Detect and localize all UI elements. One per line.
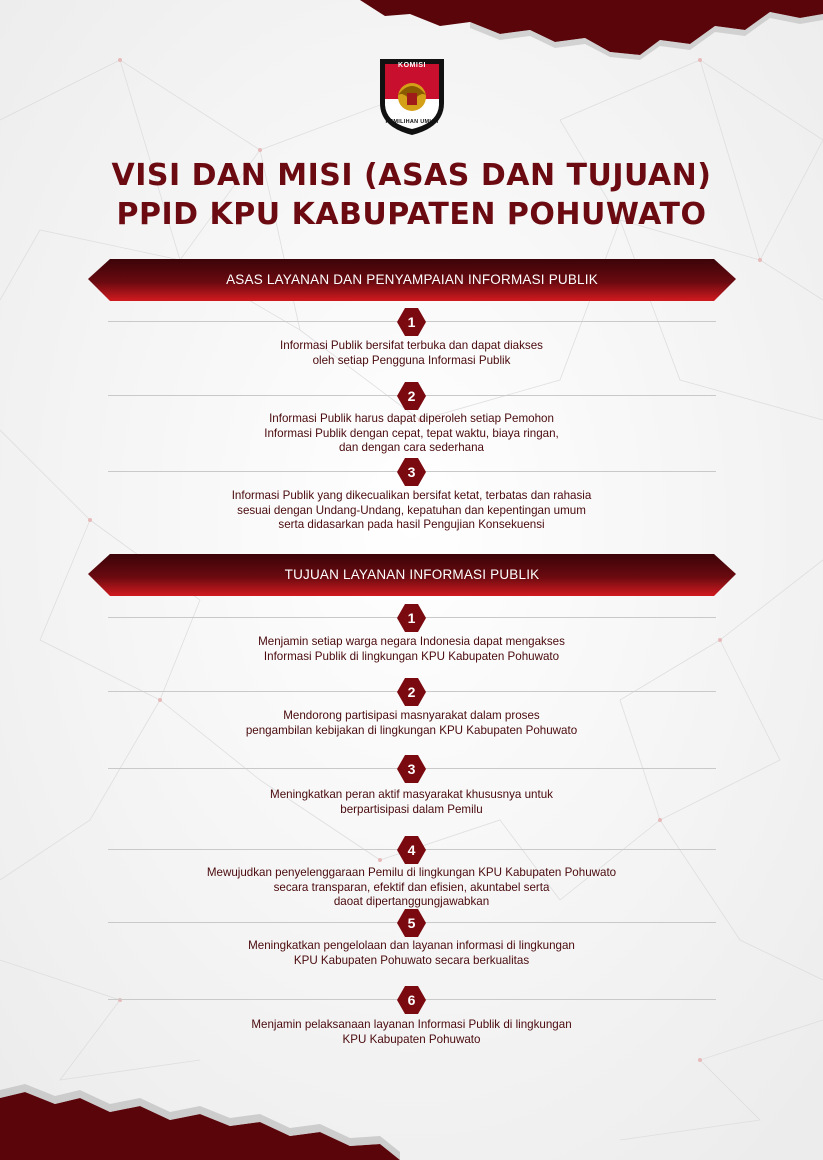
number-badge [397,755,426,783]
item-line: Informasi Publik bersifat terbuka dan dapat diakses [280,339,543,352]
list-item [110,339,713,368]
page-title-line2: PPID KPU KABUPATEN POHUWATO [116,197,707,232]
logo-top-text: KOMISI [398,62,426,69]
number-badge [397,678,426,706]
item-line: sesuai dengan Undang-Undang, kepatuhan dan kepentingan umum [237,503,586,517]
item-line: Meningkatkan peran aktif masyarakat khususnya untuk [270,788,553,801]
number-badge [397,458,426,486]
number-label: 1 [407,314,416,330]
number-badge [397,909,426,937]
number-label: 6 [407,992,416,1008]
number-label: 5 [407,915,416,931]
logo-bottom-text: PEMILIHAN UMUM [385,119,439,125]
item-line: Menjamin pelaksanaan layanan Informasi Publik di lingkungan [251,1018,572,1031]
number-badge [397,986,426,1014]
item-line: berpartisipasi dalam Pemilu [340,802,483,816]
item-line: KPU Kabupaten Pohuwato [342,1032,481,1046]
item-line: serta didasarkan pada hasil Pengujian Konsekuensi [278,518,545,532]
list-item [110,788,713,817]
number-label: 2 [407,388,416,404]
number-label: 2 [407,684,416,700]
list-item [110,709,713,738]
item-line: Menjamin setiap warga negara Indonesia dapat mengakses [258,635,565,648]
item-line: Informasi Publik dengan cepat, tepat waktu, biaya ringan, [264,426,559,440]
kpu-logo [376,55,448,137]
item-line: KPU Kabupaten Pohuwato secara berkualitas [293,953,530,967]
number-badge [397,836,426,864]
number-label: 4 [407,842,416,858]
number-badge [397,382,426,410]
list-item [110,489,713,533]
item-line: Informasi Publik di lingkungan KPU Kabupaten Pohuwato [263,649,560,663]
list-item [110,1018,713,1047]
section-heading-tujuan: TUJUAN LAYANAN INFORMASI PUBLIK [284,567,540,582]
number-label: 3 [407,761,416,777]
item-line: Informasi Publik yang dikecualikan bersifat ketat, terbatas dan rahasia [231,489,592,502]
list-item [110,412,713,456]
number-badge [397,308,426,336]
item-line: secara transparan, efektif dan efisien, akuntabel serta [273,880,550,894]
item-line: daoat dipertanggungjawabkan [333,895,490,909]
list-item [110,635,713,664]
section-banner-tujuan [88,554,736,596]
section-banner-asas [88,259,736,301]
item-line: pengambilan kebijakan di lingkungan KPU Kabupaten Pohuwato [245,723,578,737]
page-title-line1: VISI DAN MISI (ASAS DAN TUJUAN) [111,158,712,193]
item-line: oleh setiap Pengguna Informasi Publik [312,353,511,367]
item-line: Informasi Publik harus dapat diperoleh setiap Pemohon [269,412,554,425]
number-label: 3 [407,464,416,480]
item-line: dan dengan cara sederhana [338,441,485,455]
item-line: Meningkatkan pengelolaan dan layanan informasi di lingkungan [248,939,575,952]
section-heading-asas: ASAS LAYANAN DAN PENYAMPAIAN INFORMASI PUBLIK [226,272,598,287]
list-item [110,866,713,910]
item-line: Mewujudkan penyelenggaraan Pemilu di lingkungan KPU Kabupaten Pohuwato [206,866,617,879]
number-badge [397,604,426,632]
list-item [110,939,713,968]
number-label: 1 [407,610,416,626]
item-line: Mendorong partisipasi masnyarakat dalam proses [283,709,540,722]
